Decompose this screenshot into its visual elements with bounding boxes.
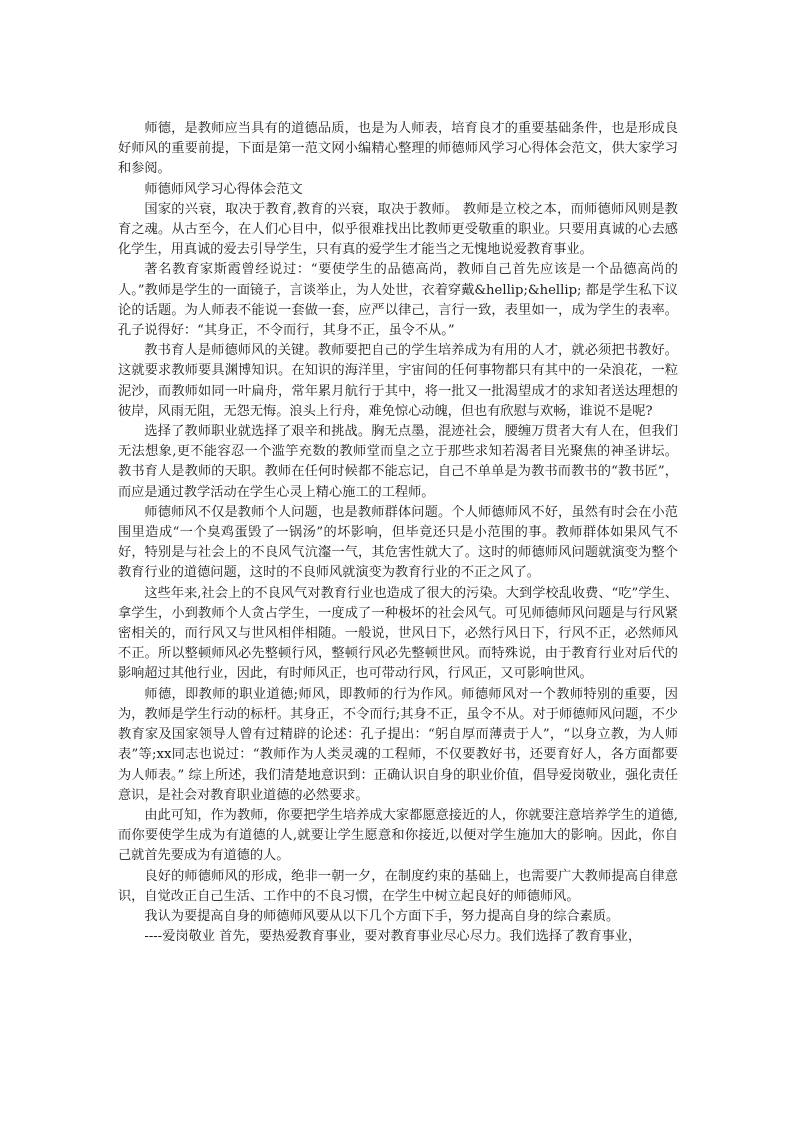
body-paragraph: 著名教育家斯霞曾经说过：“要使学生的品德高尚，教师自己首先应该是一个品德高尚的人。”教师是学生的一面镜子，言谈举止，为人处世，衣着穿戴&hellip;&hellip; 都是学生私下议论的话题。为人师表不能说一套做一套，应严以律己，言行一致，表里如一，成为学生的表率。孔子说得好：“其身正，不令而行，其身不正，虽令不从。” bbox=[118, 262, 678, 339]
intro-paragraph: 师德，是教师应当具有的道德品质，也是为人师表，培育良才的重要基础条件，也是形成良好师风的重要前提，下面是第一范文网小编精心整理的师德师风学习心得体会范文，供大家学习和参阅。 bbox=[118, 121, 678, 177]
body-paragraph: 教书育人是师德师风的关键。教师要把自己的学生培养成为有用的人才，就必须把书教好。这就要求教师要具渊博知识。在知识的海洋里，宇宙间的任何事物都只有其中的一朵浪花，一粒泥沙，而教师如同一叶扁舟，常年累月航行于其中，将一批又一批渴望成才的求知者送达理想的彼岸，风雨无阻，无怨无悔。浪头上行舟，难免惊心动魄，但也有欣慰与欢畅，谁说不是呢? bbox=[118, 343, 678, 419]
body-paragraph: 良好的师德师风的形成，绝非一朝一夕，在制度约束的基础上，也需要广大教师提高自律意识，自觉改正自己生活、工作中的不良习惯，在学生中树立起良好的师德师风。 bbox=[118, 868, 678, 904]
body-paragraph: 国家的兴衰，取决于教育,教育的兴衰，取决于教师。 教师是立校之本，而师德师风则是教育之魂。从古至今，在人们心目中，似乎很难找出比教师更受敬重的职业。只要用真诚的心去感化学生，用真诚的爱去引导学生，只有真的爱学生才能当之无愧地说爱教育事业。 bbox=[118, 201, 678, 258]
body-paragraph: 我认为要提高自身的师德师风要从以下几个方面下手，努力提高自身的综合素质。 bbox=[144, 908, 620, 924]
essay-title: 师德师风学习心得体会范文 bbox=[144, 181, 303, 197]
document-body bbox=[118, 119, 678, 947]
body-paragraph: 这些年来,社会上的不良风气对教育行业也造成了很大的污染。大到学校乱收费、“吃”学生、拿学生，小到教师个人贪占学生，一度成了一种极坏的社会风气。可见师德师风问题是与行风紧密相关的，而行风又与世风相伴相随。一般说，世风日下，必然行风日下，行风不正，必然师风不正。所以整顿师风必先整顿行风，整顿行风必先整顿世风。而特殊说，由于教育行业对后代的影响超过其他行业，因此，有时师风正，也可带动行风，行风正，又可影响世风。 bbox=[118, 585, 678, 682]
body-paragraph: 选择了教师职业就选择了艰辛和挑战。胸无点墨，混迹社会，腰缠万贯者大有人在，但我们无法想象,更不能容忍一个滥竽充数的教师堂而皇之立于那些求知若渴者目光聚焦的神圣讲坛。 教书育人是教师的天职。教师在任何时候都不能忘记，自己不单单是为教书而教书的“教书匠”，而应是通过教学活动在学生心灵上精心施工的工程师。 bbox=[118, 424, 678, 500]
body-paragraph: 师德师风不仅是教师个人问题，也是教师群体问题。个人师德师风不好，虽然有时会在小范围里造成“一个臭鸡蛋毁了一锅汤”的坏影响，但毕竟还只是小范围的事。教师群体如果风气不好，特别是与社会上的不良风气沆瀣一气，其危害性就大了。这时的师德师风问题就演变为整个教育行业的道德问题，这时的不良师风就演变为教育行业的不正之风了。 bbox=[118, 504, 678, 581]
body-paragraph: 师德，即教师的职业道德;师风，即教师的行为作风。师德师风对一个教师特别的重要，因为，教师是学生行动的标杆。其身正，不令而行;其身不正，虽令不从。对于师德师风问题，不少教育家及国家领导人曾有过精辟的论述：孔子提出：“躬自厚而薄责于人”，“以身立教，为人师表”等;xx同志也说过：“教师作为人类灵魂的工程师，不仅要教好书，还要育好人，各方面都要为人师表。” 综上所述，我们清楚地意识到：正确认识自身的职业价值，倡导爱岗敬业，强化责任意识，是社会对教育职业道德的必然要求。 bbox=[118, 686, 678, 803]
body-paragraph: 由此可知，作为教师，你要把学生培养成大家都愿意接近的人，你就要注意培养学生的道德,而你要使学生成为有道德的人,就要让学生愿意和你接近,以便对学生施加大的影响。因此，你自己就首先要成为有道德的人。 bbox=[118, 807, 678, 864]
body-paragraph: ----爱岗敬业 首先，要热爱教育事业，要对教育事业尽心尽力。我们选择了教育事业， bbox=[144, 929, 642, 945]
